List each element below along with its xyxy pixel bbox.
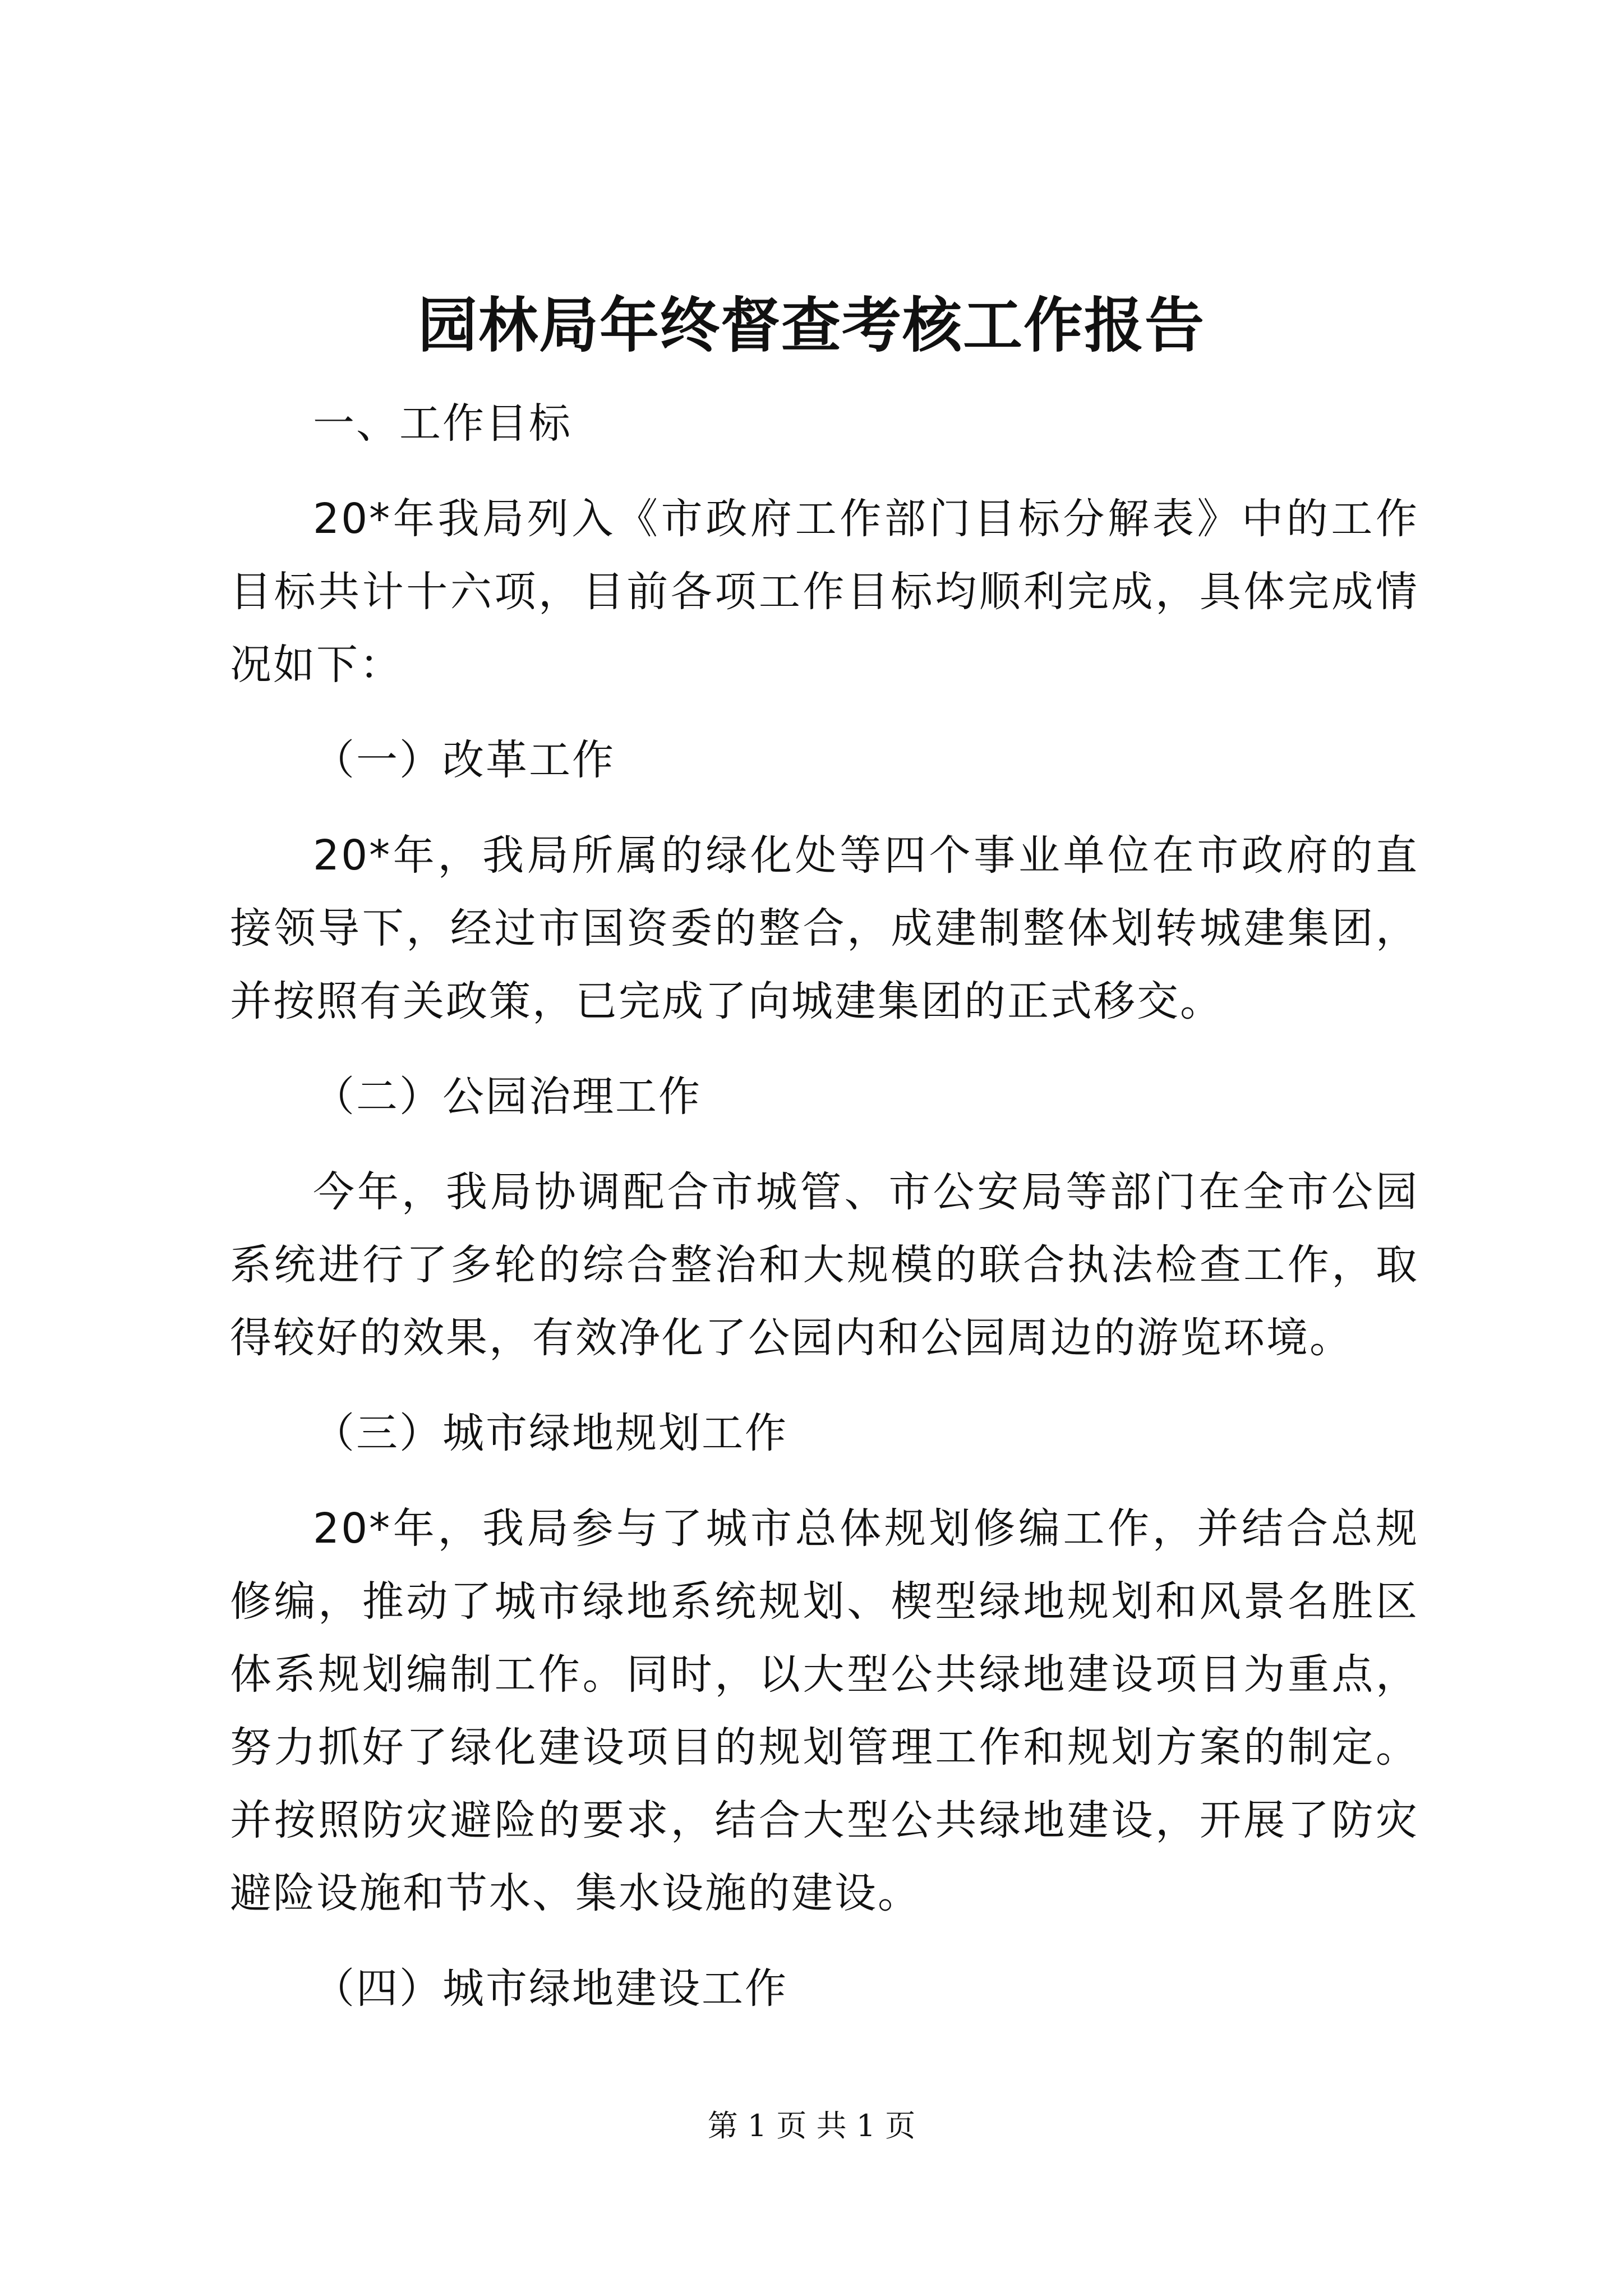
document-title: 园林局年终督查考核工作报告 bbox=[418, 290, 1205, 360]
page-footer: 第 1 页 共 1 页 bbox=[707, 2108, 916, 2143]
document-body bbox=[230, 387, 1419, 2047]
section-heading: （二）公园治理工作 bbox=[313, 1073, 702, 1121]
section-heading: 一、工作目标 bbox=[313, 399, 572, 448]
body-paragraph: 今年，我局协调配合市城管、市公安局等部门在全市公园系统进行了多轮的综合整治和大规模的联合执法检查工作，取得较好的效果，有效净化了公园内和公园周边的游览环境。 bbox=[230, 1168, 1419, 1362]
body-paragraph: 20*年我局列入《市政府工作部门目标分解表》中的工作目标共计十六项，目前各项工作目标均顺利完成，具体完成情况如下： bbox=[230, 495, 1419, 689]
section-heading: （四）城市绿地建设工作 bbox=[313, 1964, 788, 2013]
body-paragraph: 20*年，我局所属的绿化处等四个事业单位在市政府的直接领导下，经过市国资委的整合，成建制整体划转城建集团，并按照有关政策，已完成了向城建集团的正式移交。 bbox=[230, 831, 1419, 1025]
body-paragraph: 20*年，我局参与了城市总体规划修编工作，并结合总规修编，推动了城市绿地系统规划、楔型绿地规划和风景名胜区体系规划编制工作。同时，以大型公共绿地建设项目为重点，努力抓好了绿化建设项目的规划管理工作和规划方案的制定。并按照防灾避险的要求，结合大型公共绿地建设，开展了防灾避险设施和节水、集水设施的建设。 bbox=[230, 1504, 1419, 1917]
section-heading: （三）城市绿地规划工作 bbox=[313, 1409, 788, 1457]
section-heading: （一）改革工作 bbox=[313, 736, 615, 784]
